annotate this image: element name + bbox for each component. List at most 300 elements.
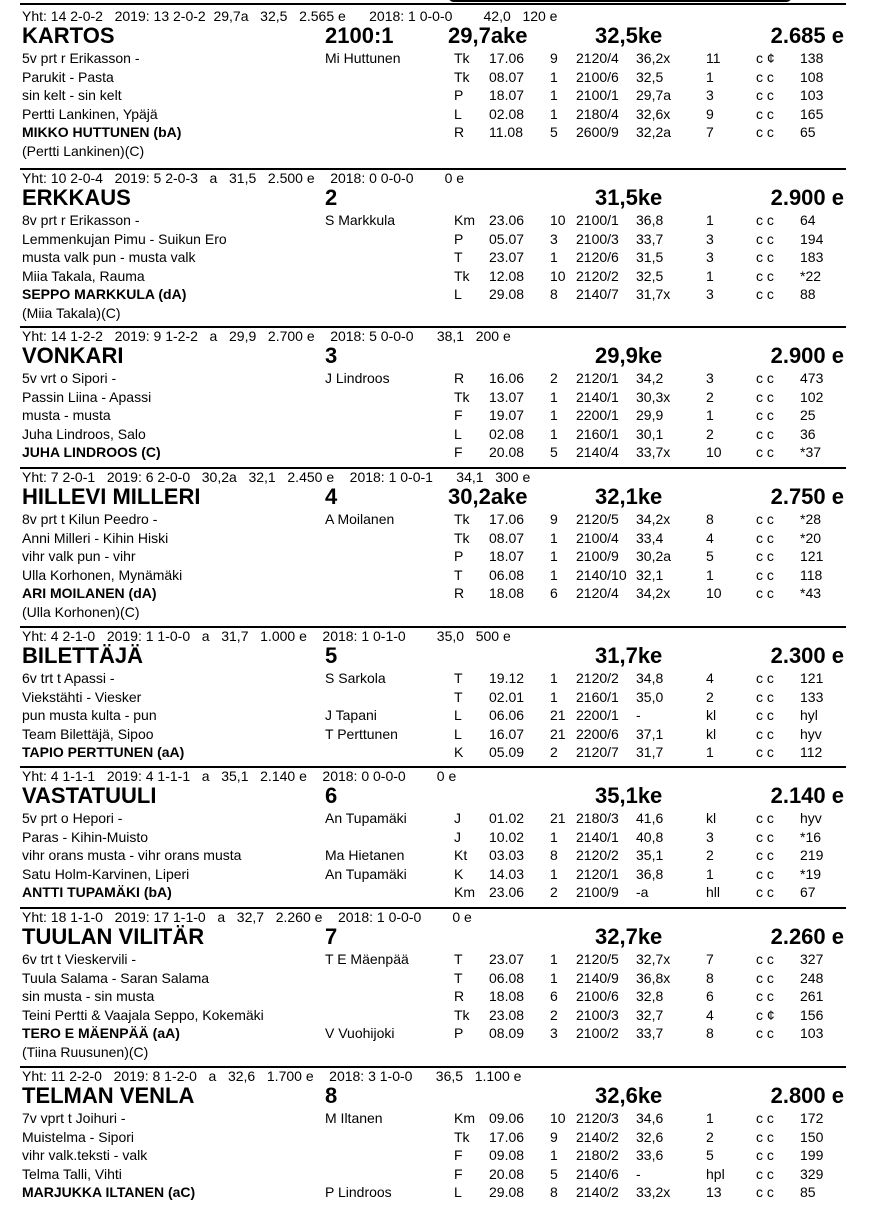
start-placing: 1 — [706, 865, 714, 882]
start-driver: Ma Hietanen — [325, 847, 405, 863]
start-race-number: 2 — [550, 370, 558, 386]
start-race-number: 1 — [550, 828, 558, 845]
start-date: 01.02 — [489, 810, 525, 826]
horse-info-line: Miia Takala, Rauma — [22, 267, 145, 284]
start-shoe-code: c c — [756, 212, 774, 228]
start-odds-or-prize: 165 — [800, 105, 824, 122]
start-row — [454, 510, 846, 529]
start-race-number: 6 — [550, 585, 558, 601]
start-row — [454, 68, 846, 87]
start-km-time: 36,2x — [636, 50, 671, 66]
start-placing: 2 — [706, 688, 714, 705]
start-row — [454, 1183, 846, 1202]
start-drivers — [325, 809, 455, 902]
start-distance-track: 2100/1 — [576, 87, 619, 103]
start-driver: V Vuohijoki — [325, 1025, 395, 1041]
horse-info-line: vihr valk pun - vihr — [22, 548, 136, 564]
start-row — [454, 1146, 846, 1165]
start-date: 23.06 — [489, 212, 525, 228]
horse-info-line: Teini Pertti & Vaajala Seppo, Kokemäki — [22, 1006, 264, 1023]
start-driver — [325, 584, 455, 603]
start-row — [454, 529, 846, 548]
start-odds-or-prize: 25 — [800, 407, 816, 423]
start-odds-or-prize: *19 — [800, 865, 822, 882]
start-km-time: 35,1 — [636, 847, 664, 863]
driver-name: MIKKO HUTTUNEN (bA) — [22, 124, 182, 140]
start-km-time: 33,4 — [636, 529, 664, 546]
start-driver — [325, 267, 455, 286]
start-km-time: 32,5 — [636, 68, 664, 85]
start-shoe-code: c c — [756, 370, 774, 386]
start-drivers — [325, 49, 455, 142]
start-date: 23.07 — [489, 249, 525, 265]
start-placing: 13 — [706, 1184, 722, 1200]
start-date: 09.08 — [489, 1147, 525, 1163]
start-drivers — [325, 950, 455, 1043]
start-placing: 1 — [706, 1110, 714, 1126]
horse-info-line: Telma Talli, Vihti — [22, 1165, 122, 1182]
start-distance-track: 2120/1 — [576, 865, 619, 882]
start-distance-track: 2140/4 — [576, 444, 619, 460]
start-odds-or-prize: 156 — [800, 1006, 824, 1023]
start-placing: 8 — [706, 1025, 714, 1041]
start-odds-or-prize: *37 — [800, 444, 822, 460]
start-row — [454, 669, 846, 688]
recent-starts — [454, 809, 846, 902]
start-km-time: -a — [636, 884, 649, 900]
start-drivers — [325, 211, 455, 304]
start-distance-track: 2100/9 — [576, 548, 619, 564]
start-distance-track: 2200/6 — [576, 725, 619, 742]
start-number: 5 — [325, 643, 338, 668]
start-driver: S Sarkola — [325, 670, 386, 686]
start-driver — [325, 987, 455, 1006]
start-row — [454, 547, 846, 566]
start-km-time: 37,1 — [636, 725, 664, 742]
start-row — [454, 566, 846, 585]
total-earnings: 2.300 e — [770, 643, 844, 668]
start-track: P — [454, 87, 464, 103]
start-odds-or-prize: 118 — [800, 566, 823, 583]
start-track: L — [454, 425, 462, 442]
start-driver — [325, 230, 455, 249]
total-earnings: 2.140 e — [770, 783, 844, 808]
start-km-time: 31,5 — [636, 249, 664, 265]
start-race-number: 1 — [550, 951, 558, 967]
horse-info-line: Team Bilettäjä, Sipoo — [22, 725, 154, 742]
start-driver — [325, 743, 455, 762]
total-earnings: 2.900 e — [770, 343, 844, 368]
start-date: 10.02 — [489, 828, 525, 845]
horse-info-line: 5v vrt o Sipori - — [22, 370, 117, 386]
start-date: 18.07 — [489, 87, 525, 103]
start-track: Km — [454, 1110, 475, 1126]
start-shoe-code: c c — [756, 230, 774, 247]
start-driver — [325, 529, 455, 548]
start-placing: 6 — [706, 988, 714, 1004]
horse-info-line: Juha Lindroos, Salo — [22, 425, 146, 442]
start-km-time: 30,2a — [636, 548, 672, 564]
start-distance-track: 2120/5 — [576, 951, 619, 967]
start-date: 02.08 — [489, 425, 525, 442]
start-placing: hll — [706, 884, 721, 900]
start-date: 14.03 — [489, 865, 525, 882]
horse-info-line: sin kelt - sin kelt — [22, 87, 122, 103]
start-number: 8 — [325, 1083, 338, 1108]
start-distance-track: 2140/1 — [576, 388, 619, 405]
horse-stats-line: Yht: 7 2-0-1 2019: 6 2-0-0 30,2a 32,1 2.450 e 2018: 1 0-0-1 34,1 300 e — [22, 469, 531, 485]
start-track: L — [454, 1184, 462, 1200]
start-race-number: 10 — [550, 1110, 566, 1126]
recent-starts — [454, 1109, 846, 1202]
start-driver — [325, 1146, 455, 1165]
start-placing: 3 — [706, 286, 714, 302]
start-placing: 11 — [706, 50, 721, 66]
start-odds-or-prize: 103 — [800, 1025, 824, 1041]
start-shoe-code: c c — [756, 1128, 774, 1145]
horse-info-line: 5v prt o Hepori - — [22, 810, 123, 826]
start-shoe-code: c c — [756, 1165, 774, 1182]
start-driver: T Perttunen — [325, 725, 398, 742]
start-date: 17.06 — [489, 1128, 525, 1145]
start-placing: 1 — [706, 566, 714, 583]
start-km-time: 32,1 — [636, 566, 664, 583]
start-driver: An Tupamäki — [325, 810, 407, 826]
start-shoe-code: c c — [756, 548, 774, 564]
start-driver — [325, 425, 455, 444]
start-track: T — [454, 951, 463, 967]
horse-name: TELMAN VENLA — [22, 1083, 195, 1108]
start-row — [454, 809, 846, 828]
trainer-note: (Tiina Ruusunen)(C) — [22, 1043, 149, 1060]
start-date: 06.06 — [489, 707, 525, 723]
start-track: Km — [454, 884, 475, 900]
start-track: T — [454, 566, 463, 583]
start-track: Tk — [454, 1128, 470, 1145]
start-date: 06.08 — [489, 969, 525, 986]
start-track: Tk — [454, 50, 470, 66]
volt-start-record: 32,7ke — [595, 924, 663, 949]
horse-info-line: 8v prt r Erikasson - — [22, 212, 140, 228]
start-drivers — [325, 1109, 455, 1202]
start-drivers — [325, 510, 455, 603]
start-distance-track: 2120/2 — [576, 847, 619, 863]
start-track: Km — [454, 212, 475, 228]
start-number: 2100:1 — [325, 23, 394, 48]
start-km-time: - — [636, 707, 641, 723]
start-shoe-code: c c — [756, 725, 774, 742]
start-date: 16.07 — [489, 725, 525, 742]
start-shoe-code: c c — [756, 87, 774, 103]
start-placing: 8 — [706, 969, 714, 986]
horse-info-line: Viekstähti - Viesker — [22, 688, 142, 705]
start-track: J — [454, 828, 461, 845]
driver-name: JUHA LINDROOS (C) — [22, 444, 161, 460]
start-km-time: 33,7 — [636, 230, 664, 247]
start-driver — [325, 828, 455, 847]
start-row — [454, 86, 846, 105]
start-number: 3 — [325, 343, 338, 368]
recent-starts — [454, 950, 846, 1043]
start-km-time: 34,8 — [636, 670, 664, 686]
start-odds-or-prize: hyv — [800, 810, 822, 826]
start-distance-track: 2120/2 — [576, 267, 619, 284]
horse-info-line: Paras - Kihin-Muisto — [22, 828, 149, 845]
start-race-number: 9 — [550, 50, 558, 66]
header-bracket — [448, 0, 792, 2]
start-distance-track: 2120/5 — [576, 511, 619, 527]
start-distance-track: 2180/2 — [576, 1147, 619, 1163]
start-track: F — [454, 444, 463, 460]
start-shoe-code: c c — [756, 865, 774, 882]
start-km-time: 33,6 — [636, 1147, 664, 1163]
start-odds-or-prize: 67 — [800, 884, 816, 900]
start-shoe-code: c c — [756, 707, 774, 723]
start-distance-track: 2100/6 — [576, 988, 619, 1004]
start-km-time: 32,8 — [636, 988, 664, 1004]
start-odds-or-prize: hyv — [800, 725, 822, 742]
start-row — [454, 1128, 846, 1147]
start-race-number: 1 — [550, 425, 558, 442]
start-placing: 1 — [706, 68, 714, 85]
start-odds-or-prize: 194 — [800, 230, 824, 247]
start-distance-track: 2120/2 — [576, 670, 619, 686]
start-date: 06.08 — [489, 566, 525, 583]
start-row — [454, 105, 846, 124]
start-date: 29.08 — [489, 286, 525, 302]
start-race-number: 1 — [550, 969, 558, 986]
start-shoe-code: c c — [756, 988, 774, 1004]
start-date: 19.12 — [489, 670, 525, 686]
start-distance-track: 2160/1 — [576, 425, 619, 442]
start-shoe-code: c c — [756, 105, 774, 122]
total-earnings: 2.260 e — [770, 924, 844, 949]
start-date: 20.08 — [489, 1165, 525, 1182]
start-race-number: 1 — [550, 105, 558, 122]
start-placing: 8 — [706, 511, 714, 527]
start-km-time: - — [636, 1165, 641, 1182]
start-race-number: 8 — [550, 1184, 558, 1200]
start-row — [454, 584, 846, 603]
start-row — [454, 950, 846, 969]
horse-entry — [20, 8, 846, 166]
horse-stats-line: Yht: 18 1-1-0 2019: 17 1-1-0 a 32,7 2.260 e 2018: 1 0-0-0 0 e — [22, 909, 472, 925]
start-date: 03.03 — [489, 847, 525, 863]
start-number: 4 — [325, 484, 338, 509]
start-shoe-code: c c — [756, 828, 774, 845]
horse-name: BILETTÄJÄ — [22, 643, 143, 668]
total-earnings: 2.800 e — [770, 1083, 844, 1108]
start-race-number: 8 — [550, 286, 558, 302]
start-track: R — [454, 124, 465, 140]
horse-stats-line: Yht: 10 2-0-4 2019: 5 2-0-3 a 31,5 2.500 e 2018: 0 0-0-0 0 e — [22, 170, 465, 186]
total-earnings: 2.685 e — [770, 23, 844, 48]
start-distance-track: 2120/1 — [576, 370, 619, 386]
start-distance-track: 2120/3 — [576, 1110, 619, 1126]
driver-name: ARI MOILANEN (dA) — [22, 585, 157, 601]
trainer-note: (Pertti Lankinen)(C) — [22, 142, 145, 159]
horse-info-line: Tuula Salama - Saran Salama — [22, 969, 210, 986]
start-date: 08.07 — [489, 529, 525, 546]
start-odds-or-prize: *22 — [800, 267, 822, 284]
horse-info-line: Ulla Korhonen, Mynämäki — [22, 566, 183, 583]
recent-starts — [454, 211, 846, 304]
start-row — [454, 1024, 846, 1043]
start-km-time: 29,9 — [636, 407, 664, 423]
start-shoe-code: c c — [756, 585, 774, 601]
start-track: L — [454, 707, 462, 723]
start-odds-or-prize: 150 — [800, 1128, 824, 1145]
start-distance-track: 2180/3 — [576, 810, 619, 826]
auto-start-record: 30,2ake — [448, 484, 528, 509]
start-km-time: 33,2x — [636, 1184, 671, 1200]
start-odds-or-prize: 103 — [800, 87, 824, 103]
horse-name: VASTATUULI — [22, 783, 157, 808]
horse-info-line: Passin Liina - Apassi — [22, 388, 152, 405]
horse-info-line: 7v vprt t Joihuri - — [22, 1110, 126, 1126]
start-track: F — [454, 407, 463, 423]
start-date: 23.07 — [489, 951, 525, 967]
horse-name: VONKARI — [22, 343, 124, 368]
start-track: R — [454, 988, 465, 1004]
start-date: 17.06 — [489, 50, 525, 66]
start-distance-track: 2140/1 — [576, 828, 619, 845]
horse-info-line: vihr orans musta - vihr orans musta — [22, 847, 242, 863]
start-placing: 10 — [706, 585, 722, 601]
recent-starts — [454, 49, 846, 142]
horse-entry — [20, 766, 846, 909]
start-driver: P Lindroos — [325, 1184, 392, 1200]
start-row — [454, 49, 846, 68]
start-shoe-code: c c — [756, 1184, 774, 1200]
start-shoe-code: c c — [756, 884, 774, 900]
start-track: R — [454, 370, 465, 386]
horse-info — [22, 950, 322, 1061]
start-placing: 2 — [706, 425, 714, 442]
start-race-number: 8 — [550, 847, 558, 863]
start-race-number: 9 — [550, 1128, 558, 1145]
horse-info-line: Pertti Lankinen, Ypäjä — [22, 105, 158, 122]
horse-name: KARTOS — [22, 23, 115, 48]
start-distance-track: 2140/2 — [576, 1184, 619, 1200]
start-distance-track: 2140/6 — [576, 1165, 619, 1182]
start-race-number: 21 — [550, 707, 566, 723]
start-driver — [325, 68, 455, 87]
volt-start-record: 29,9ke — [595, 343, 663, 368]
horse-stats-line: Yht: 14 1-2-2 2019: 9 1-2-2 a 29,9 2.700 e 2018: 5 0-0-0 38,1 200 e — [22, 328, 511, 344]
start-track: L — [454, 725, 462, 742]
horse-entry — [20, 907, 846, 1068]
start-date: 09.06 — [489, 1110, 525, 1126]
start-date: 29.08 — [489, 1184, 525, 1200]
start-date: 05.09 — [489, 744, 525, 760]
start-row — [454, 211, 846, 230]
start-distance-track: 2160/1 — [576, 688, 619, 705]
start-distance-track: 2100/2 — [576, 1025, 619, 1041]
start-distance-track: 2140/2 — [576, 1128, 619, 1145]
horse-entry — [20, 467, 846, 628]
start-km-time: 40,8 — [636, 828, 664, 845]
start-odds-or-prize: 88 — [800, 286, 816, 302]
start-odds-or-prize: 327 — [800, 951, 824, 967]
trainer-note: (Ulla Korhonen)(C) — [22, 603, 140, 620]
start-distance-track: 2100/4 — [576, 529, 619, 546]
start-race-number: 1 — [550, 388, 558, 405]
start-race-number: 2 — [550, 744, 558, 760]
start-race-number: 1 — [550, 865, 558, 882]
start-track: L — [454, 105, 462, 122]
start-shoe-code: c c — [756, 267, 774, 284]
start-km-time: 33,7 — [636, 1025, 664, 1041]
start-placing: 5 — [706, 1147, 714, 1163]
start-placing: 3 — [706, 249, 714, 265]
volt-start-record: 31,5ke — [595, 185, 663, 210]
start-track: F — [454, 1147, 463, 1163]
start-row — [454, 1006, 846, 1025]
start-race-number: 21 — [550, 810, 566, 826]
horse-info — [22, 510, 322, 621]
start-track: R — [454, 585, 465, 601]
start-odds-or-prize: 219 — [800, 847, 824, 863]
volt-start-record: 32,1ke — [595, 484, 663, 509]
start-row — [454, 725, 846, 744]
start-shoe-code: c ¢ — [756, 50, 775, 66]
start-distance-track: 2140/9 — [576, 969, 619, 986]
start-odds-or-prize: *28 — [800, 511, 822, 527]
horse-info-line: 5v prt r Erikasson - — [22, 50, 140, 66]
horse-info-line: Lemmenkujan Pimu - Suikun Ero — [22, 230, 227, 247]
start-row — [454, 987, 846, 1006]
driver-name: ANTTI TUPAMÄKI (bA) — [22, 884, 172, 900]
start-km-time: 36,8x — [636, 969, 671, 986]
start-distance-track: 2100/3 — [576, 1006, 619, 1023]
recent-starts — [454, 510, 846, 603]
start-track: J — [454, 810, 461, 826]
start-distance-track: 2120/6 — [576, 249, 619, 265]
start-shoe-code: c c — [756, 407, 774, 423]
start-odds-or-prize: 329 — [800, 1165, 824, 1182]
start-odds-or-prize: 261 — [800, 988, 824, 1004]
header-rule — [20, 3, 846, 5]
start-track: P — [454, 548, 464, 564]
start-track: L — [454, 286, 462, 302]
start-track: P — [454, 230, 464, 247]
start-odds-or-prize: 102 — [800, 388, 824, 405]
start-odds-or-prize: *43 — [800, 585, 822, 601]
start-race-number: 2 — [550, 1006, 558, 1023]
start-km-time: 34,2 — [636, 370, 664, 386]
start-race-number: 1 — [550, 407, 558, 423]
start-placing: 1 — [706, 212, 714, 228]
start-odds-or-prize: 473 — [800, 370, 824, 386]
start-distance-track: 2100/1 — [576, 212, 619, 228]
start-km-time: 29,7a — [636, 87, 672, 103]
start-race-number: 1 — [550, 566, 558, 583]
start-track: Kt — [454, 847, 468, 863]
start-row — [454, 425, 846, 444]
horse-info-line: musta valk pun - musta valk — [22, 249, 196, 265]
start-shoe-code: c c — [756, 68, 774, 85]
start-track: Tk — [454, 388, 470, 405]
start-km-time: 31,7 — [636, 744, 664, 760]
volt-start-record: 35,1ke — [595, 783, 663, 808]
horse-stats-line: Yht: 4 1-1-1 2019: 4 1-1-1 a 35,1 2.140 e 2018: 0 0-0-0 0 e — [22, 768, 457, 784]
start-race-number: 2 — [550, 884, 558, 900]
start-placing: kl — [706, 810, 717, 826]
start-odds-or-prize: 138 — [800, 50, 824, 66]
start-distance-track: 2140/10 — [576, 566, 627, 583]
horse-info-line: Muistelma - Sipori — [22, 1128, 135, 1145]
